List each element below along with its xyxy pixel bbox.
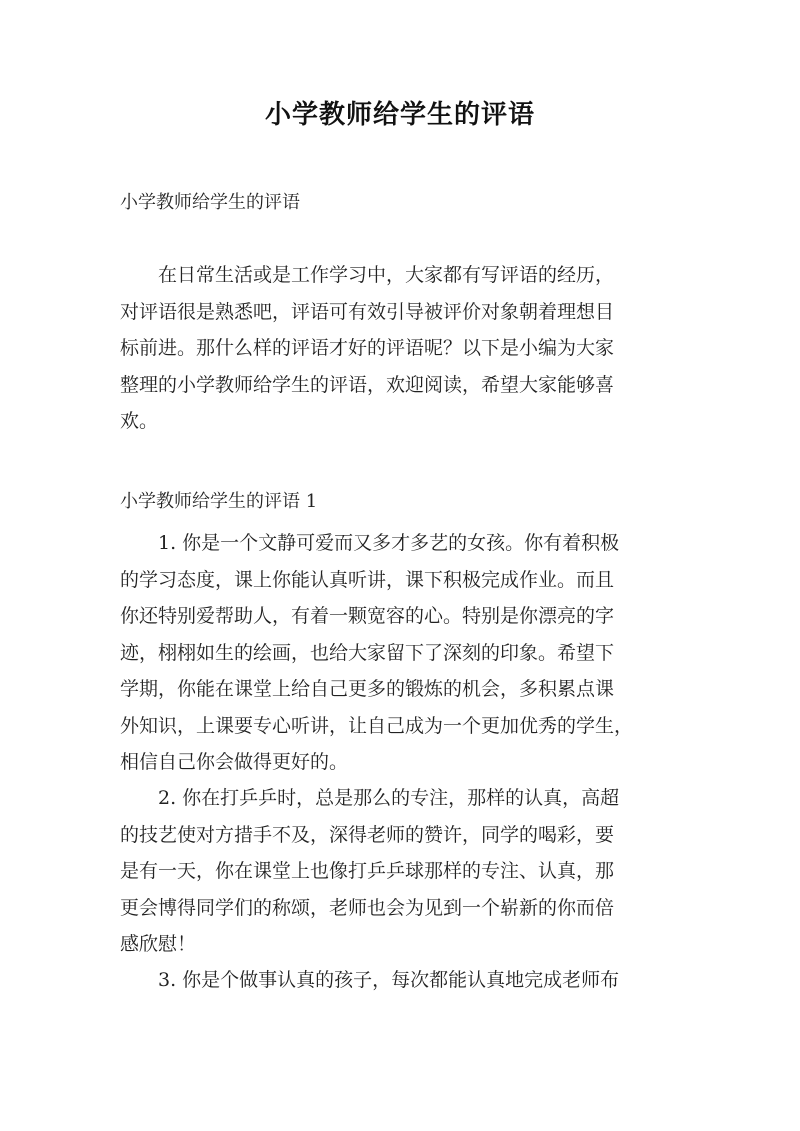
paragraph-line: 对评语很是熟悉吧，评语可有效引导被评价对象朝着理想目 (120, 300, 615, 323)
paragraph-line: 1. 你是一个文静可爱而又多才多艺的女孩。你有着积极 (158, 532, 620, 554)
document-title: 小学教师给学生的评语 (264, 100, 535, 130)
paragraph-line: 是有一天，你在课堂上也像打乒乒球那样的专注、认真，那 (120, 860, 615, 882)
section-heading: 小学教师给学生的评语 1 (120, 491, 318, 512)
paragraph-line: 学期，你能在课堂上给自己更多的锻炼的机会，多积累点课 (120, 678, 615, 700)
comment-item-2 (120, 780, 690, 963)
paragraph-line: 欢。 (120, 410, 159, 432)
paragraph-line: 更会博得同学们的称颂，老师也会为见到一个崭新的你而倍 (120, 896, 615, 919)
paragraph-line: 2. 你在打乒乒时，总是那么的专注，那样的认真，高超 (158, 787, 620, 809)
paragraph-line: 的学习态度，课上你能认真听讲，课下积极完成作业。而且 (120, 568, 615, 591)
paragraph-line: 标前进。那什么样的评语才好的评语呢？以下是小编为大家 (120, 337, 615, 359)
paragraph-line: 外知识，上课要专心听讲，让自己成为一个更加优秀的学生， (120, 714, 634, 737)
paragraph-line: 的技艺使对方措手不及，深得老师的赞许，同学的喝彩，要 (120, 823, 615, 846)
paragraph-line: 整理的小学教师给学生的评语，欢迎阅读，希望大家能够喜 (120, 373, 615, 396)
intro-paragraph (120, 257, 690, 440)
paragraph-line: 相信自己你会做得更好的。 (120, 751, 349, 773)
paragraph-line: 感欣慰！ (120, 933, 197, 955)
paragraph-line: 3. 你是个做事认真的孩子，每次都能认真地完成老师布 (158, 969, 620, 991)
paragraph-line: 在日常生活或是工作学习中，大家都有写评语的经历， (158, 264, 615, 286)
paragraph-line: 你还特别爱帮助人，有着一颗宽容的心。特别是你漂亮的字 (120, 605, 615, 627)
comment-item-3 (120, 962, 690, 999)
document-subtitle: 小学教师给学生的评语 (120, 192, 300, 213)
comment-item-1 (120, 525, 690, 781)
paragraph-line: 迹，栩栩如生的绘画，也给大家留下了深刻的印象。希望下 (120, 641, 615, 664)
